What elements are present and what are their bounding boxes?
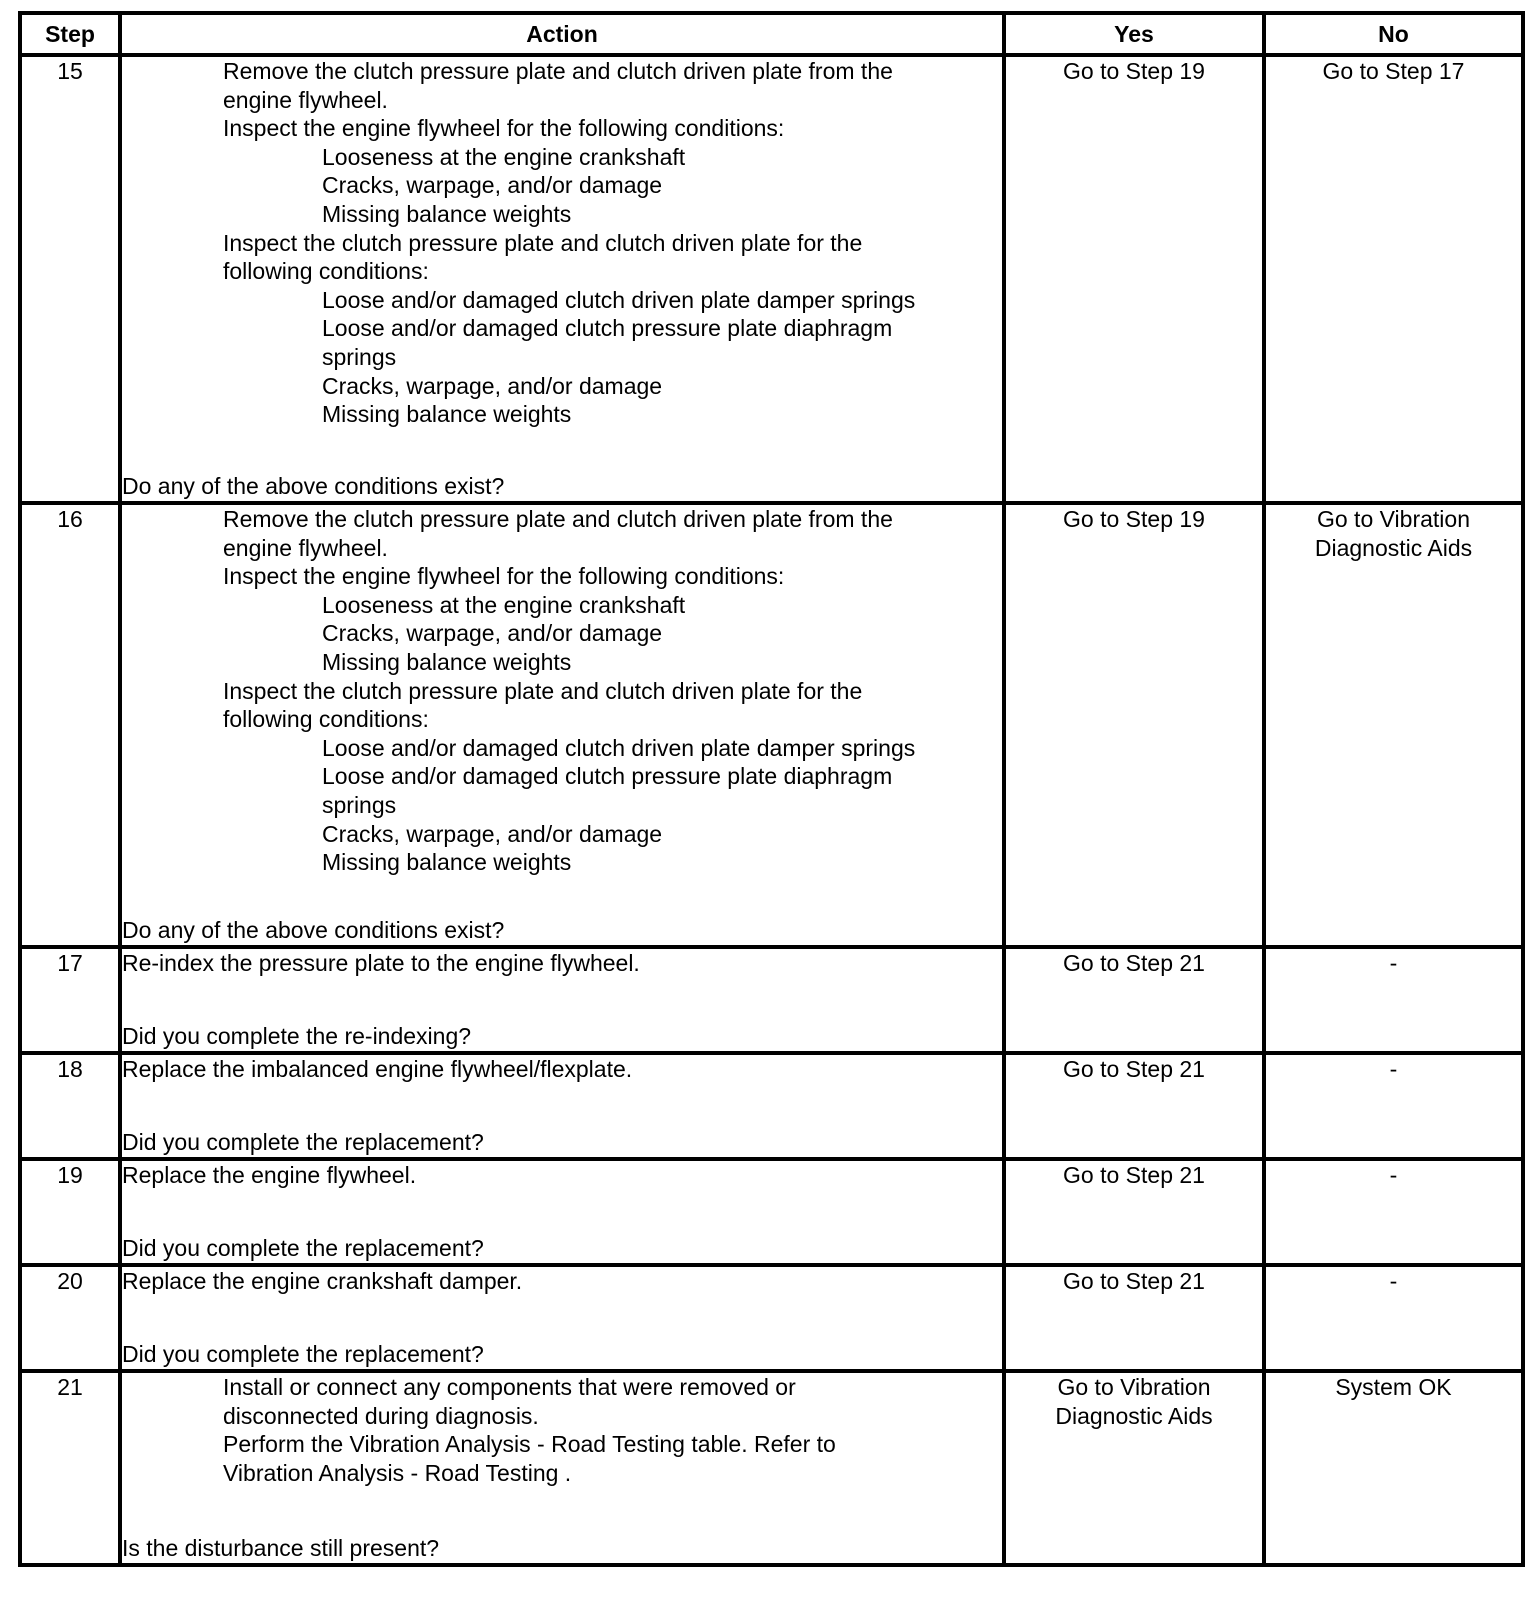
header-action: Action [120, 13, 1004, 55]
action-question: Did you complete the replacement? [122, 1129, 484, 1156]
no-result: - [1264, 1265, 1523, 1371]
condition-line: Cracks, warpage, and/or damage [322, 620, 663, 647]
instruction-line: Remove the clutch pressure plate and clutch driven plate from the [223, 58, 893, 84]
table-row [20, 947, 1523, 1053]
action-question: Do any of the above conditions exist? [122, 473, 505, 500]
condition-line: Cracks, warpage, and/or damage [322, 372, 663, 399]
action-question: Did you complete the re-indexing? [122, 1023, 472, 1050]
instruction-line: Replace the engine flywheel. [122, 1162, 417, 1188]
condition-line: Loose and/or damaged clutch driven plate damper springs [322, 286, 916, 313]
no-result: - [1264, 1159, 1523, 1265]
condition-line: springs [322, 343, 397, 370]
table-row [20, 1053, 1523, 1159]
step-number: 15 [20, 55, 120, 503]
action-cell [120, 55, 1004, 503]
instruction-line: Vibration Analysis - Road Testing . [223, 1459, 572, 1486]
action-cell [120, 1265, 1004, 1371]
instruction-line: engine flywheel. [223, 534, 388, 561]
no-result-line: Diagnostic Aids [1314, 534, 1473, 561]
action-instructions [122, 949, 1002, 978]
instruction-line: Re-index the pressure plate to the engine flywheel. [122, 950, 640, 976]
header-row [20, 13, 1523, 55]
yes-result: Go to Step 21 [1004, 1265, 1264, 1371]
condition-line: Cracks, warpage, and/or damage [322, 820, 663, 847]
step-number: 21 [20, 1371, 120, 1565]
instruction-line: Replace the engine crankshaft damper. [122, 1268, 523, 1294]
condition-line: Missing balance weights [322, 849, 572, 876]
table-row [20, 1265, 1523, 1371]
instruction-line: following conditions: [223, 706, 429, 733]
yes-result-line: Diagnostic Aids [1055, 1402, 1213, 1429]
instruction-line: Install or connect any components that were removed or [223, 1374, 796, 1400]
condition-line: Loose and/or damaged clutch pressure plate diaphragm [322, 763, 893, 790]
header-yes: Yes [1004, 13, 1264, 55]
condition-line: Cracks, warpage, and/or damage [322, 172, 663, 199]
yes-result [1004, 1371, 1264, 1565]
instruction-line: Replace the imbalanced engine flywheel/flexplate. [122, 1056, 633, 1082]
yes-result: Go to Step 21 [1004, 947, 1264, 1053]
action-cell [120, 1371, 1004, 1565]
condition-line: springs [322, 791, 397, 818]
instruction-line: Inspect the clutch pressure plate and clutch driven plate for the [223, 677, 863, 704]
action-instructions [122, 505, 1002, 877]
table-row [20, 503, 1523, 947]
condition-line: Missing balance weights [322, 648, 572, 675]
yes-result-line: Go to Vibration [1057, 1374, 1211, 1400]
action-question: Do any of the above conditions exist? [122, 917, 505, 944]
action-question: Did you complete the replacement? [122, 1341, 484, 1368]
action-instructions [122, 1373, 1002, 1487]
instruction-line: engine flywheel. [223, 86, 388, 113]
condition-line: Loose and/or damaged clutch driven plate damper springs [322, 734, 916, 761]
header-step: Step [20, 13, 120, 55]
condition-line: Looseness at the engine crankshaft [322, 591, 686, 618]
action-cell [120, 1053, 1004, 1159]
action-question: Is the disturbance still present? [122, 1535, 440, 1562]
table-row [20, 55, 1523, 503]
action-instructions [122, 1267, 1002, 1296]
step-number: 16 [20, 503, 120, 947]
no-result: - [1264, 1053, 1523, 1159]
instruction-line: Remove the clutch pressure plate and clutch driven plate from the [223, 506, 893, 532]
yes-result: Go to Step 21 [1004, 1159, 1264, 1265]
action-cell [120, 503, 1004, 947]
condition-line: Looseness at the engine crankshaft [322, 143, 686, 170]
instruction-line: Perform the Vibration Analysis - Road Testing table. Refer to [223, 1431, 836, 1458]
step-number: 19 [20, 1159, 120, 1265]
instruction-line: Inspect the engine flywheel for the following conditions: [223, 115, 785, 142]
no-result: Go to Step 17 [1264, 55, 1523, 503]
yes-result: Go to Step 19 [1004, 55, 1264, 503]
instruction-line: disconnected during diagnosis. [223, 1402, 539, 1429]
no-result: System OK [1264, 1371, 1523, 1565]
instruction-line: Inspect the engine flywheel for the following conditions: [223, 563, 785, 590]
action-question: Did you complete the replacement? [122, 1235, 484, 1262]
action-instructions [122, 1055, 1002, 1084]
no-result: - [1264, 947, 1523, 1053]
action-instructions [122, 1161, 1002, 1190]
action-cell [120, 947, 1004, 1053]
table-row [20, 1371, 1523, 1565]
condition-line: Loose and/or damaged clutch pressure plate diaphragm [322, 315, 893, 342]
step-number: 17 [20, 947, 120, 1053]
table-row [20, 1159, 1523, 1265]
no-result-line: Go to Vibration [1316, 506, 1470, 532]
yes-result: Go to Step 19 [1004, 503, 1264, 947]
yes-result: Go to Step 21 [1004, 1053, 1264, 1159]
instruction-line: Inspect the clutch pressure plate and clutch driven plate for the [223, 229, 863, 256]
action-instructions [122, 57, 1002, 429]
diagnostic-table [18, 11, 1525, 1567]
condition-line: Missing balance weights [322, 200, 572, 227]
condition-line: Missing balance weights [322, 401, 572, 428]
action-cell [120, 1159, 1004, 1265]
step-number: 18 [20, 1053, 120, 1159]
step-number: 20 [20, 1265, 120, 1371]
no-result [1264, 503, 1523, 947]
instruction-line: following conditions: [223, 258, 429, 285]
header-no: No [1264, 13, 1523, 55]
